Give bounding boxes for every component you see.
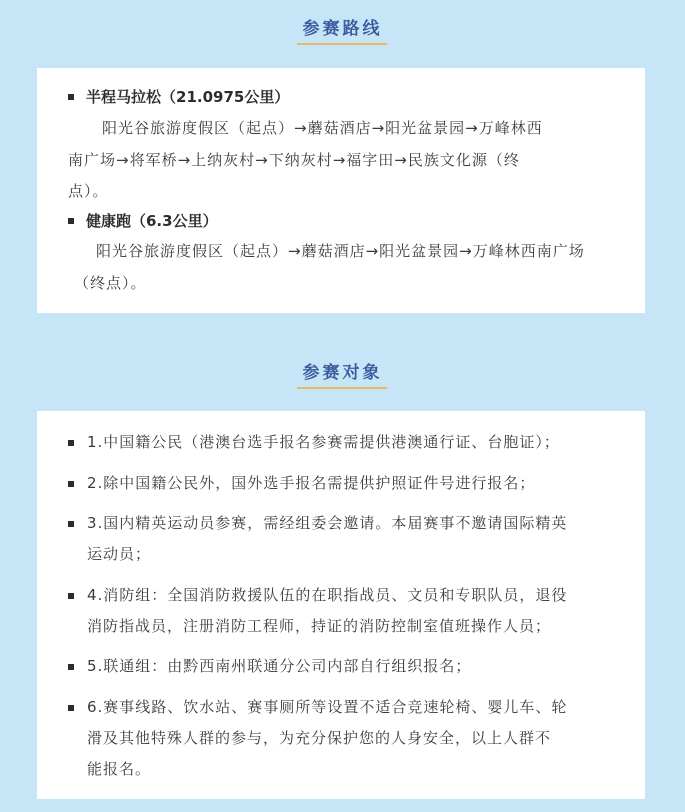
route-line: 阳光谷旅游度假区（起点）→蘑菇酒店→阳光盆景园→万峰林西南广场 <box>96 242 585 260</box>
item-line: 滑及其他特殊人群的参与，为充分保护您的人身安全，以上人群不 <box>87 729 552 747</box>
route-section-title-label <box>299 14 387 45</box>
bullet-icon <box>68 94 74 100</box>
item-line: 5.联通组：由黔西南州联通分公司内部自行组织报名； <box>87 657 472 675</box>
participants-card <box>37 411 645 799</box>
title-underline <box>297 43 387 45</box>
bullet-icon <box>68 481 74 487</box>
health-run-heading: 健康跑（6.3公里） <box>86 212 218 230</box>
half-marathon-route <box>68 113 643 208</box>
item-line: 3.国内精英运动员参赛，需经组委会邀请。本届赛事不邀请国际精英 <box>87 514 568 532</box>
route-section-title-text: 参赛路线 <box>302 19 383 39</box>
item-line: 4.消防组：全国消防救援队伍的在职指战员、文员和专职队员，退役 <box>87 586 568 604</box>
participants-section-title <box>0 358 685 389</box>
item-line: 消防指战员，注册消防工程师，持证的消防控制室值班操作人员； <box>87 617 552 635</box>
item-line: 2.除中国籍公民外，国外选手报名需提供护照证件号进行报名； <box>87 474 536 492</box>
item-line: 6.赛事线路、饮水站、赛事厕所等设置不适合竞速轮椅、婴儿车、轮 <box>87 698 568 716</box>
participants-section-title-text: 参赛对象 <box>302 363 383 383</box>
participant-item <box>87 508 632 570</box>
bullet-icon <box>68 218 74 224</box>
route-line: 南广场→将军桥→上纳灰村→下纳灰村→福字田→民族文化源（终 <box>68 150 520 169</box>
participant-item <box>87 692 632 785</box>
participant-item <box>87 468 632 499</box>
health-run-route <box>74 236 644 299</box>
participant-item <box>87 651 632 682</box>
item-line: 能报名。 <box>87 760 152 778</box>
route-line: 阳光谷旅游度假区（起点）→蘑菇酒店→阳光盆景园→万峰林西 <box>102 119 543 137</box>
item-line: 1.中国籍公民（港澳台选手报名参赛需提供港澳通行证、台胞证）； <box>87 433 560 451</box>
route-section-title <box>0 14 685 45</box>
item-line: 运动员； <box>87 545 152 563</box>
route-line: 点）。 <box>68 182 109 200</box>
bullet-icon <box>68 593 74 599</box>
route-line: （终点）。 <box>74 273 147 292</box>
participant-item <box>87 580 632 642</box>
bullet-icon <box>68 664 74 670</box>
bullet-icon <box>68 521 74 527</box>
half-marathon-heading: 半程马拉松（21.0975公里） <box>86 88 290 106</box>
bullet-icon <box>68 705 74 711</box>
title-underline <box>297 387 387 389</box>
participants-section-title-label <box>299 358 387 389</box>
bullet-icon <box>68 440 74 446</box>
participant-item <box>87 427 632 458</box>
route-card <box>37 68 645 313</box>
